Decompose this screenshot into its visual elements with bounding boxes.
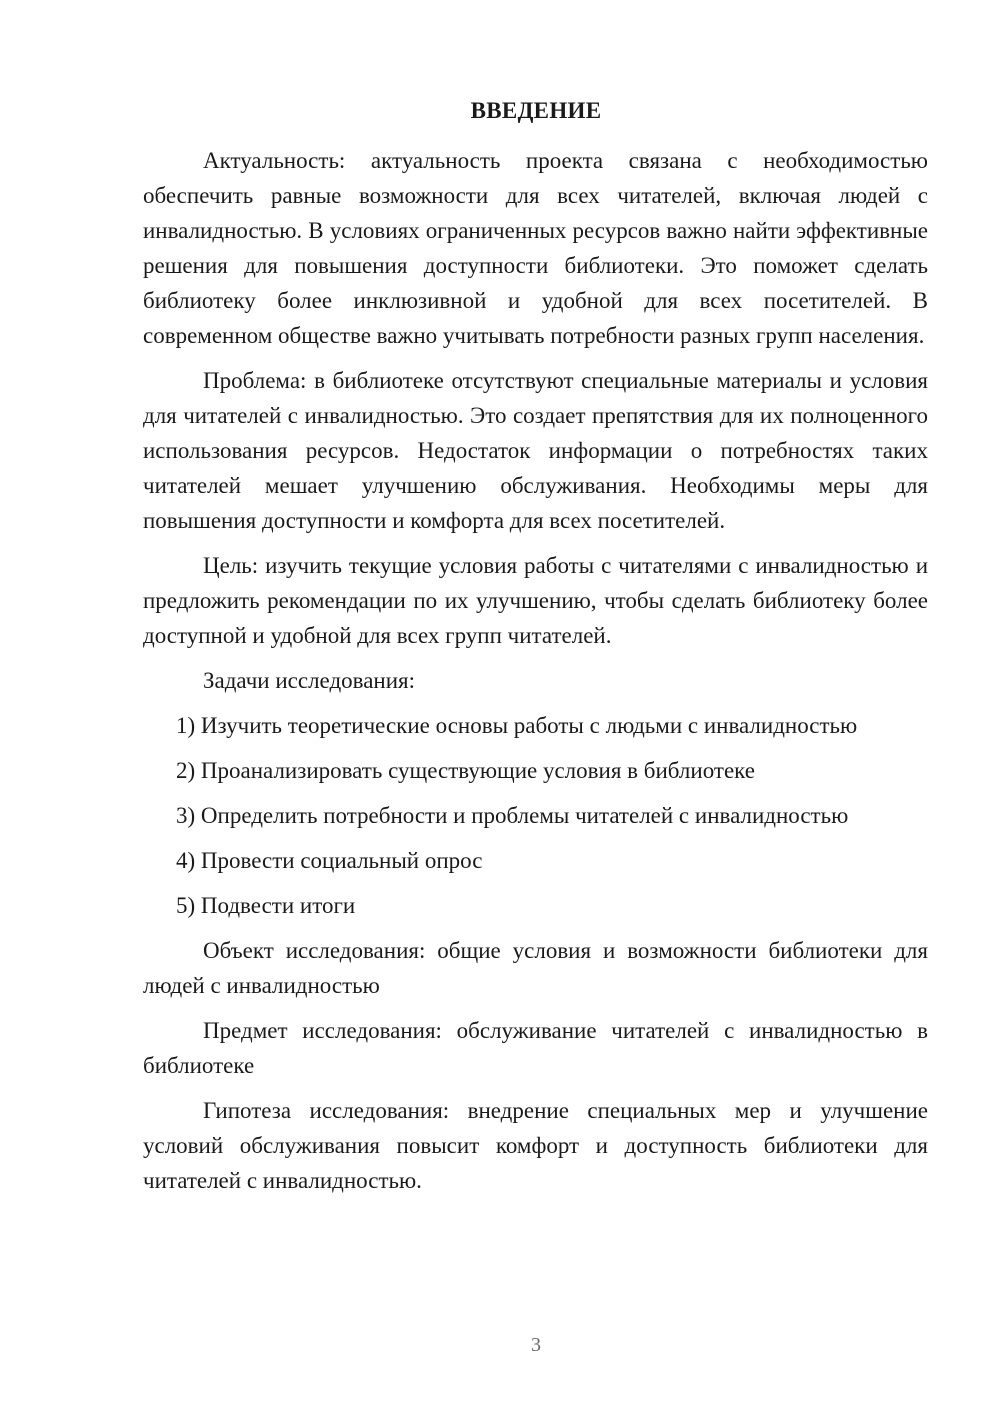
paragraph-hypothesis: Гипотеза исследования: внедрение специальных мер и улучшение условий обслуживания повысит комфорт и доступность библиотеки для читателей с инвалидностью. [143, 1098, 928, 1193]
page-title: ВВЕДЕНИЕ [470, 98, 602, 123]
document-body [143, 143, 928, 1208]
list-item: 5) Подвести итоги [176, 893, 356, 918]
paragraph-relevance: Актуальность: актуальность проекта связана с необходимостью обеспечить равные возможности для всех читателей, включая людей с инвалидностью. В условиях ограниченных ресурсов важно найти эффективные решения для повышения доступности библиотеки. Это поможет сделать библиотеку более инклюзивной и удобной для всех посетителей. В современном обществе важно учитывать потребности разных групп населения. [143, 148, 928, 348]
paragraph-goal: Цель: изучить текущие условия работы с читателями с инвалидностью и предложить рекомендации по их улучшению, чтобы сделать библиотеку более доступной и удобной для всех групп читателей. [143, 553, 928, 648]
list-item: 3) Определить потребности и проблемы читателей с инвалидностью [176, 803, 849, 828]
tasks-heading: Задачи исследования: [203, 668, 416, 693]
list-item: 4) Провести социальный опрос [176, 848, 483, 873]
page-number: 3 [531, 1334, 541, 1356]
list-item: 1) Изучить теоретические основы работы с людьми с инвалидностью [176, 713, 858, 738]
tasks-list [143, 708, 928, 923]
paragraph-subject: Предмет исследования: обслуживание читателей с инвалидностью в библиотеке [143, 1018, 928, 1078]
paragraph-problem: Проблема: в библиотеке отсутствуют специальные материалы и условия для читателей с инвалидностью. Это создает препятствия для их полноценного использования ресурсов. Недостаток информации о потребностях таких читателей мешает улучшению обслуживания. Необходимы меры для повышения доступности и комфорта для всех посетителей. [143, 368, 928, 533]
list-item: 2) Проанализировать существующие условия в библиотеке [176, 758, 755, 783]
paragraph-object: Объект исследования: общие условия и возможности библиотеки для людей с инвалидностью [143, 938, 928, 998]
